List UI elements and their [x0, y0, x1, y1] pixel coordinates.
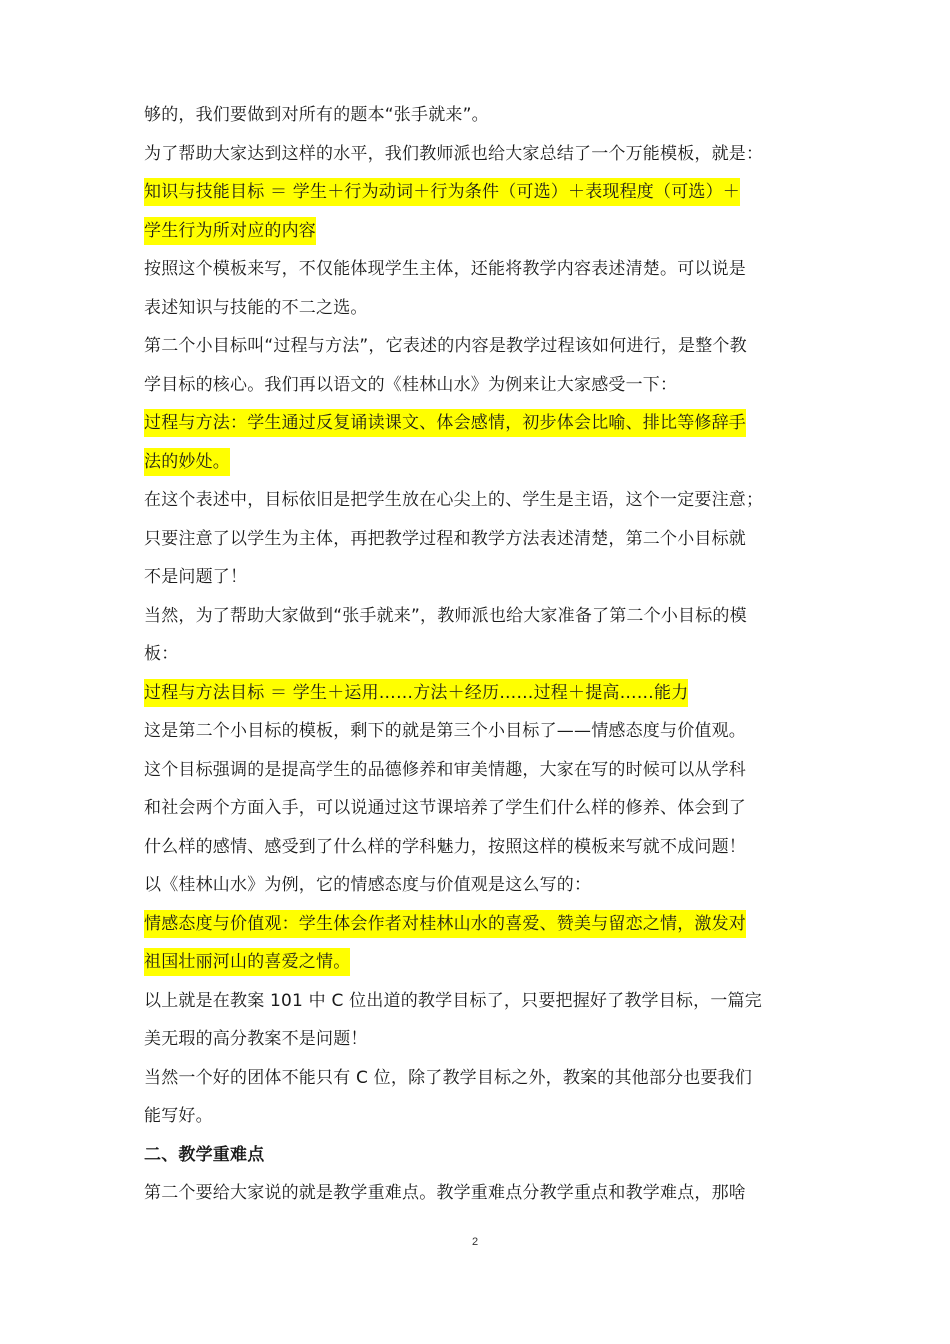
highlighted-text: 祖国壮丽河山的喜爱之情。 — [144, 948, 350, 976]
body-line — [144, 366, 816, 405]
body-line — [144, 520, 816, 559]
body-line — [144, 404, 816, 443]
body-line — [144, 481, 816, 520]
body-line — [144, 597, 816, 636]
body-line — [144, 982, 816, 1021]
body-line — [144, 751, 816, 790]
body-line — [144, 327, 816, 366]
highlighted-text: 知识与技能目标 ＝ 学生＋行为动词＋行为条件（可选）＋表现程度（可选）＋ — [144, 178, 740, 206]
line-text: 够的，我们要做到对所有的题本“张手就来”。 — [144, 105, 489, 125]
line-text: 表述知识与技能的不二之选。 — [144, 297, 368, 318]
body-line — [144, 443, 816, 482]
section-heading: 二、教学重难点 — [144, 1144, 265, 1165]
body-line — [144, 866, 816, 905]
line-text: 和社会两个方面入手，可以说通过这节课培养了学生们什么样的修养、体会到了 — [144, 798, 746, 818]
body-line — [144, 173, 816, 212]
line-text: 这个目标强调的是提高学生的品德修养和审美情趣，大家在写的时候可以从学科 — [144, 759, 746, 780]
body-line — [144, 289, 816, 328]
body-line — [144, 789, 816, 828]
body-line — [144, 674, 816, 713]
body-line — [144, 558, 816, 597]
line-text: 能写好。 — [144, 1106, 213, 1126]
line-text: 当然一个好的团体不能只有 C 位，除了教学目标之外，教案的其他部分也要我们 — [144, 1067, 753, 1088]
highlighted-text: 学生行为所对应的内容 — [144, 217, 316, 245]
body-line-last: 第二个要给大家说的就是教学重难点。教学重难点分教学重点和教学难点，那啥 — [144, 1183, 746, 1203]
line-text: 当然，为了帮助大家做到“张手就来”，教师派也给大家准备了第二个小目标的模 — [144, 605, 747, 626]
body-line — [144, 943, 816, 982]
line-text: 第二个小目标叫“过程与方法”，它表述的内容是教学过程该如何进行，是整个教 — [144, 336, 747, 356]
body-line — [144, 96, 816, 135]
body-line — [144, 635, 816, 674]
page-number: 2 — [471, 1236, 479, 1248]
body-line — [144, 1097, 816, 1136]
document-body — [144, 96, 816, 1213]
body-line — [144, 212, 816, 251]
body-line — [144, 712, 816, 751]
line-text: 只要注意了以学生为主体，再把教学过程和教学方法表述清楚，第二个小目标就 — [144, 528, 746, 549]
highlighted-text: 法的妙处。 — [144, 448, 230, 476]
body-line — [144, 905, 816, 944]
line-text: 美无瑕的高分教案不是问题！ — [144, 1029, 368, 1049]
line-text: 板： — [144, 644, 179, 664]
line-text: 什么样的感情、感受到了什么样的学科魅力，按照这样的模板来写就不成问题！ — [144, 836, 746, 857]
body-line — [144, 250, 816, 289]
body-line — [144, 135, 816, 174]
line-text: 按照这个模板来写，不仅能体现学生主体，还能将教学内容表述清楚。可以说是 — [144, 259, 746, 279]
line-text: 以《桂林山水》为例，它的情感态度与价值观是这么写的： — [144, 875, 592, 895]
line-text: 学目标的核心。我们再以语文的《桂林山水》为例来让大家感受一下： — [144, 374, 678, 395]
line-text: 在这个表述中，目标依旧是把学生放在心尖上的、学生是主语，这个一定要注意； — [144, 490, 764, 510]
paragraph-lines — [144, 96, 816, 1136]
highlighted-text: 情感态度与价值观：学生体会作者对桂林山水的喜爱、赞美与留恋之情，激发对 — [144, 910, 746, 938]
highlighted-text: 过程与方法：学生通过反复诵读课文、体会感情，初步体会比喻、排比等修辞手 — [144, 409, 746, 437]
line-text: 以上就是在教案 101 中 C 位出道的教学目标了，只要把握好了教学目标，一篇完 — [144, 990, 762, 1011]
line-text: 不是问题了！ — [144, 567, 248, 587]
highlighted-text: 过程与方法目标 ＝ 学生＋运用……方法＋经历……过程＋提高……能力 — [144, 679, 688, 707]
line-text: 为了帮助大家达到这样的水平，我们教师派也给大家总结了一个万能模板，就是： — [144, 143, 764, 164]
body-line — [144, 828, 816, 867]
body-line — [144, 1059, 816, 1098]
line-text: 这是第二个小目标的模板，剩下的就是第三个小目标了——情感态度与价值观。 — [144, 721, 746, 741]
body-line — [144, 1020, 816, 1059]
